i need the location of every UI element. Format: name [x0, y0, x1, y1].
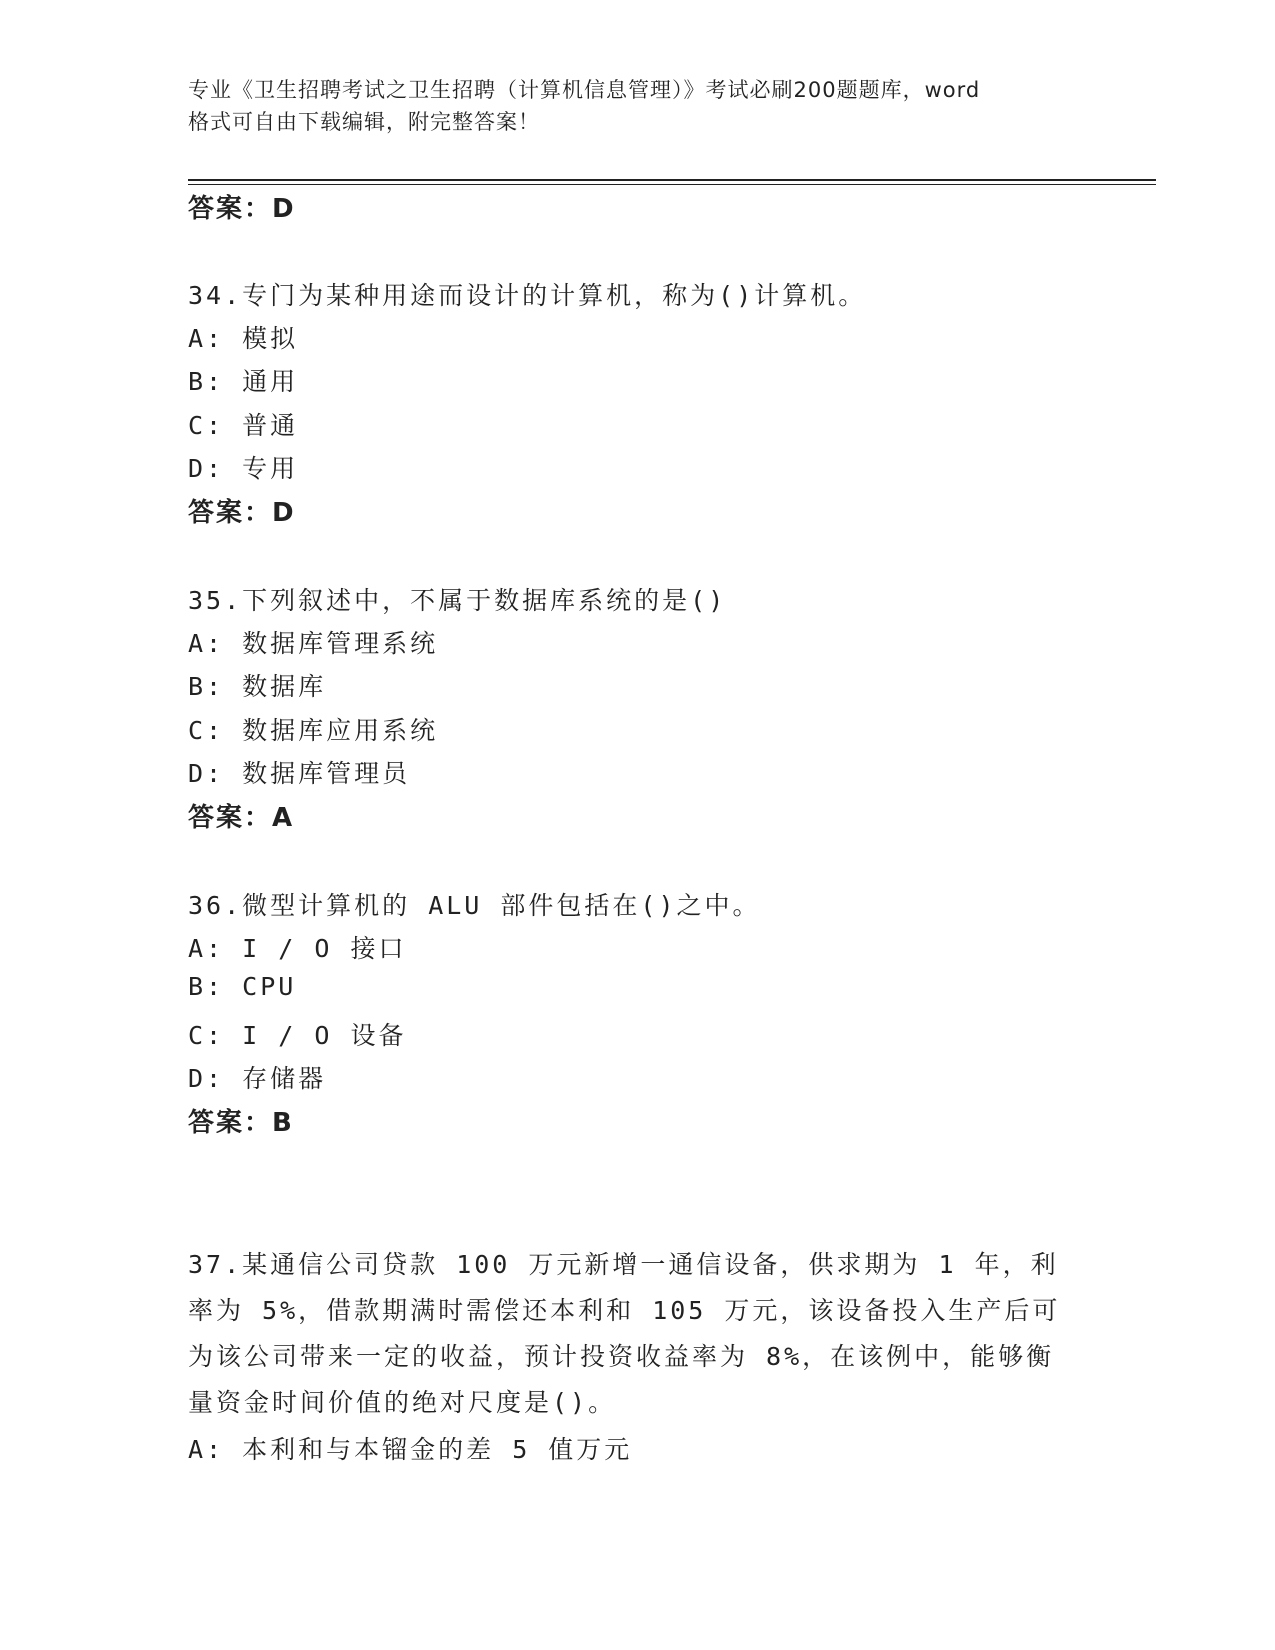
- question-35-stem: 35.下列叙述中，不属于数据库系统的是(): [188, 586, 727, 615]
- header-line-2: 格式可自由下载编辑，附完整答案！: [188, 110, 540, 134]
- question-34-option-a: A: 模拟: [188, 324, 299, 353]
- question-35-option-d: D: 数据库管理员: [188, 759, 411, 788]
- header-line-1: 专业《卫生招聘考试之卫生招聘（计算机信息管理）》考试必刷200题题库，word: [188, 78, 981, 102]
- question-37-stem: 37.某通信公司贷款 100 万元新增一通信设备，供求期为 1 年，利率为 5%，借款期满时需偿还本利和 105 万元，该设备投入生产后可为该公司带来一定的收益，预计投资收益率为 8%，在该例中，能够衡量资金时间价值的绝对尺度是()。: [188, 1250, 1061, 1417]
- question-36-option-d: D: 存储器: [188, 1064, 327, 1093]
- question-36-answer: 答案：B: [188, 1108, 294, 1138]
- question-37-option-a: A: 本利和与本镏金的差 5 值万元: [188, 1435, 633, 1464]
- question-35-option-b: B: 数据库: [188, 672, 327, 701]
- answer-previous: 答案：D: [188, 194, 296, 224]
- question-34-option-b: B: 通用: [188, 367, 299, 396]
- question-36-option-c: C: I / O 设备: [188, 1021, 407, 1050]
- header-divider-thick: [188, 179, 1156, 181]
- header-divider-thin: [188, 184, 1156, 185]
- question-35-option-a: A: 数据库管理系统: [188, 629, 439, 658]
- question-36-option-b: B: CPU: [188, 972, 297, 1001]
- document-header: [188, 74, 1088, 138]
- question-36-stem: 36.微型计算机的 ALU 部件包括在()之中。: [188, 891, 761, 920]
- question-34-option-c: C: 普通: [188, 411, 299, 440]
- question-35-answer: 答案：A: [188, 803, 295, 833]
- question-36-option-a: A: I / O 接口: [188, 934, 407, 963]
- question-37: [188, 1242, 1078, 1466]
- question-34-stem: 34.专门为某种用途而设计的计算机，称为()计算机。: [188, 281, 867, 310]
- question-34-option-d: D: 专用: [188, 454, 299, 483]
- question-34-answer: 答案：D: [188, 498, 296, 528]
- question-35-option-c: C: 数据库应用系统: [188, 716, 439, 745]
